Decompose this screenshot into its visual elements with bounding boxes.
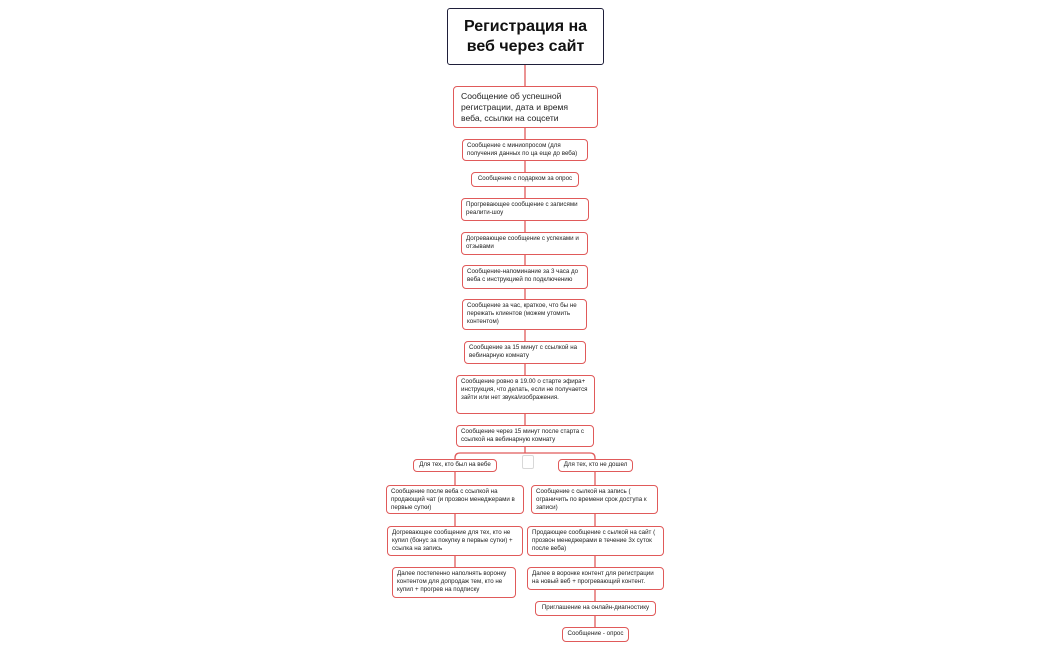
node-registration-success[interactable] [453, 86, 598, 128]
node-survey-gift[interactable] [471, 172, 579, 187]
node-label: Сообщение об успешной регистрации, дата и время веба, ссылки на соцсети [461, 91, 569, 124]
node-label: Сообщение-напоминание за 3 часа до веба с инструкцией по подключению [467, 268, 579, 284]
branch-not-attended[interactable] [558, 459, 633, 472]
node-start-1900[interactable] [456, 375, 595, 414]
node-recording-link[interactable] [531, 485, 658, 514]
node-label: Догревающее сообщение с успехами и отзывами [466, 235, 579, 251]
node-label: Прогревающее сообщение с записями реалити-шоу [466, 201, 578, 217]
node-online-diagnostics[interactable] [535, 601, 656, 616]
branch-attended[interactable] [413, 459, 497, 472]
node-label: Сообщение за час, краткое, что бы не пережать клиентов (можем утомить контентом) [467, 302, 577, 326]
root-node-label: Регистрация на веб через сайт [463, 17, 588, 55]
node-label: Сообщение после веба с ссылкой на продающий чат (и прозвон менеджерами в первые сутки) [391, 488, 515, 512]
node-upsell-content[interactable] [392, 567, 516, 598]
node-new-web-funnel[interactable] [527, 567, 664, 590]
node-label: Сообщение с сылкой на запись ( ограничить по времени срок доступа к записи) [536, 488, 647, 512]
root-node[interactable] [447, 8, 604, 65]
collapse-toggle[interactable] [522, 455, 534, 469]
node-after-web-sales-chat[interactable] [386, 485, 524, 514]
node-label: Сообщение через 15 минут после старта с ссылкой на вебинарную комнату [461, 428, 585, 444]
node-reminder-15min[interactable] [464, 341, 586, 364]
node-label: Сообщение ровно в 19.00 о старте эфира+ инструкция, что делать, если не получается зайти или нет звука/изображения. [461, 378, 588, 402]
node-success-reviews[interactable] [461, 232, 588, 255]
node-15min-after-start[interactable] [456, 425, 594, 447]
node-label: Продающее сообщение с сылкой на сайт ( прозвон менеджерами в течение 3х суток после веба) [532, 529, 656, 553]
branch-label: Для тех, кто не дошел [563, 461, 628, 469]
node-label: Далее постепенно наполнять воронку контентом для допродаж тем, кто не купил + прогрев на подписку [397, 570, 507, 594]
node-label: Догревающее сообщение для тех, кто не купил (бонус за покупку в первые сутки) + ссылка на запись [392, 529, 513, 553]
node-label: Сообщение с миниопросом (для получения данных по ца еще до веба) [467, 142, 578, 158]
node-label: Сообщение - опрос [567, 630, 624, 638]
node-reminder-1h[interactable] [462, 299, 587, 330]
node-warmup-reality-show[interactable] [461, 198, 589, 221]
node-label: Сообщение с подарком за опрос [477, 175, 573, 183]
node-label: Приглашение на онлайн-диагностику [541, 604, 650, 612]
node-label: Сообщение за 15 минут с ссылкой на вебинарную комнату [469, 344, 578, 360]
node-mini-survey[interactable] [462, 139, 588, 161]
node-reminder-3h[interactable] [462, 265, 588, 289]
node-warmup-non-buyers[interactable] [387, 526, 523, 556]
node-label: Далее в воронке контент для регистрации на новый веб + прогревающий контент. [532, 570, 654, 586]
node-survey-message[interactable] [562, 627, 629, 642]
node-sales-site-link[interactable] [527, 526, 664, 556]
branch-label: Для тех, кто был на вебе [419, 461, 491, 469]
